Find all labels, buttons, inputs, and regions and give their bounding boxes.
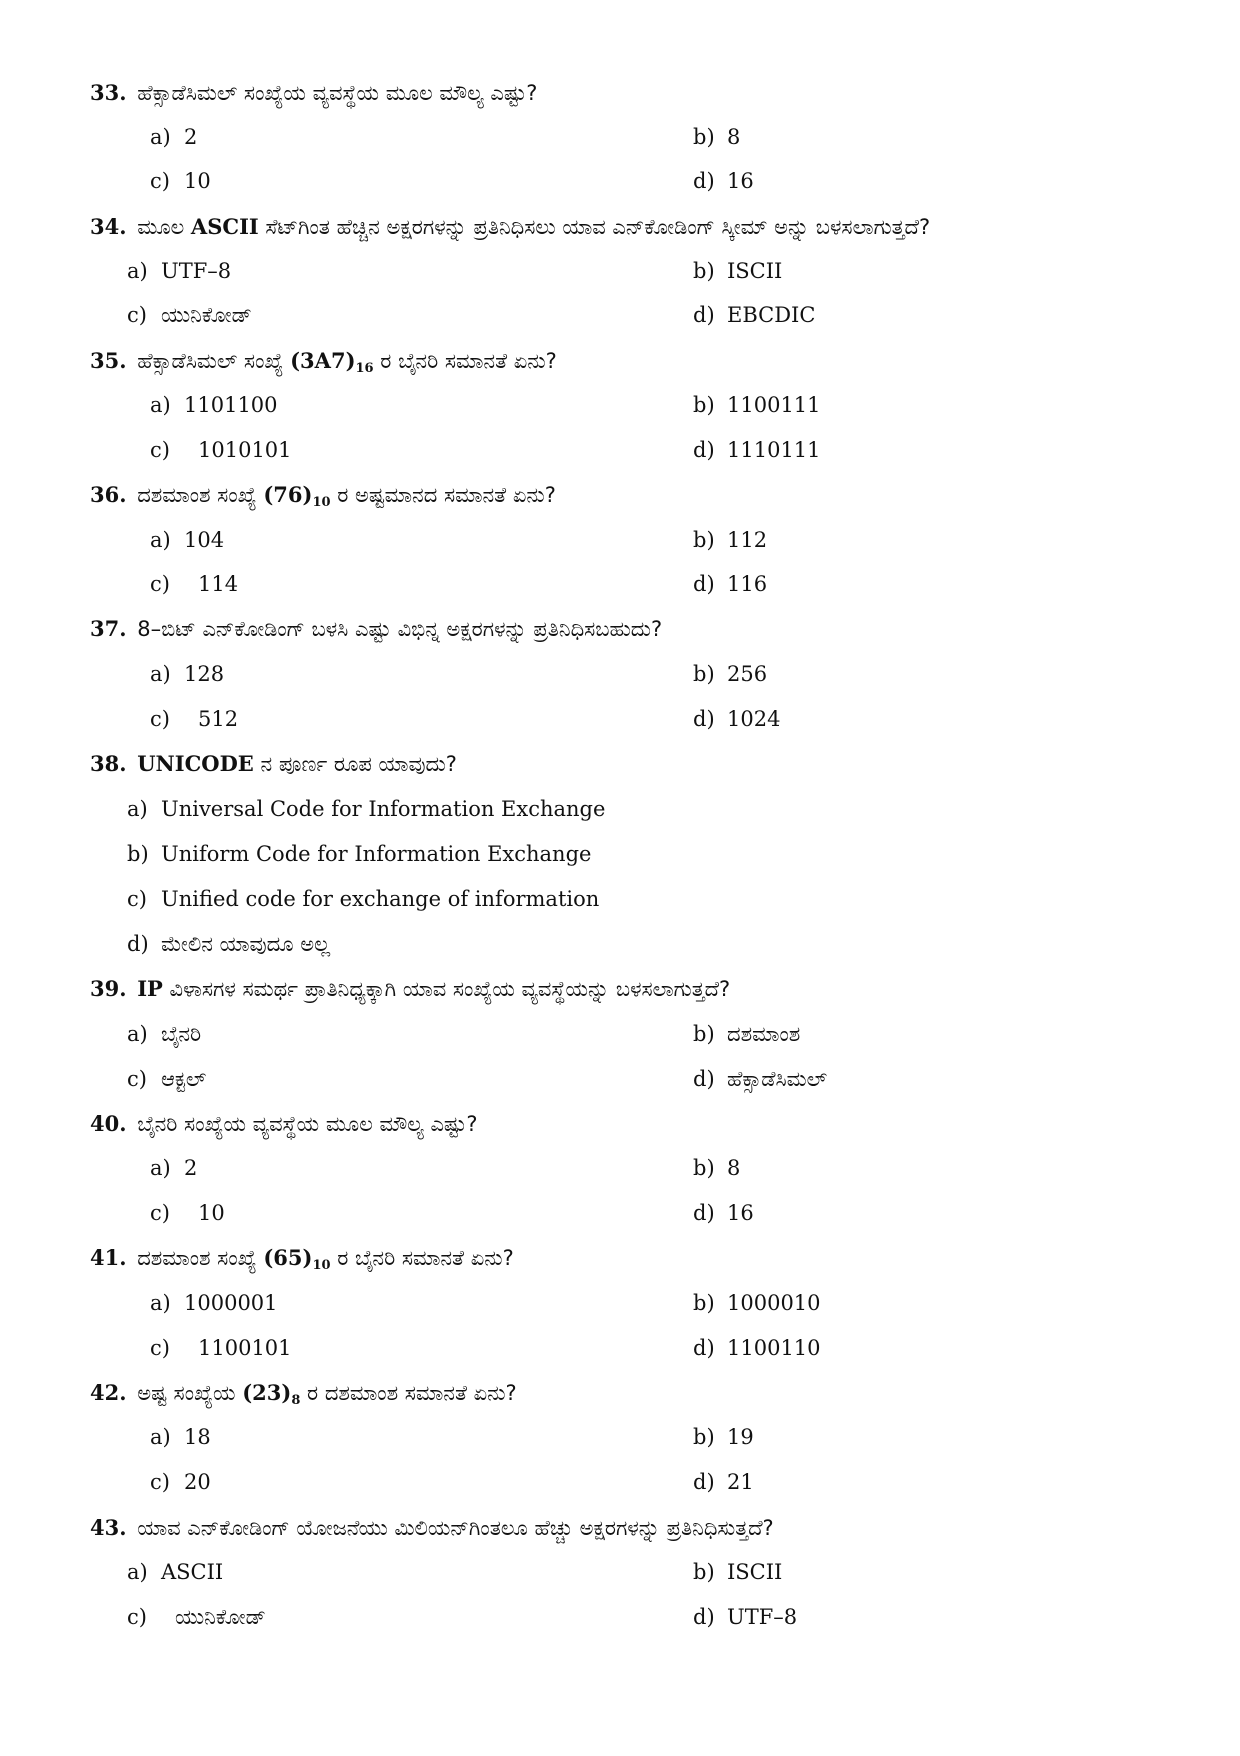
option-a[interactable] (150, 660, 224, 688)
option-text: UTF–8 (727, 1605, 798, 1629)
question-text: ಹೆಕ್ಸಾಡೆಸಿಮಲ್ ಸಂಖ್ಯೆಯ ವ್ಯವಸ್ಥೆಯ ಮೂಲ ಮೌಲ್ಯ ಎಷ್ಟು? (137, 81, 538, 105)
question-term: UNICODE (137, 751, 254, 776)
option-b[interactable] (693, 526, 767, 554)
option-label: b) (693, 528, 715, 552)
question-text: ಯಾವ ಎನ್‌ಕೋಡಿಂಗ್ ಯೋಜನೆಯು ಮಿಲಿಯನ್‌ಗಿಂತಲೂ ಹೆಚ್ಚು ಅಕ್ಷರಗಳನ್ನು ಪ್ರತಿನಿಧಿಸುತ್ತದೆ? (137, 1516, 774, 1540)
question-text-pre: ಹೆಕ್ಸಾಡೆಸಿಮಲ್ ಸಂಖ್ಯೆ (137, 349, 284, 373)
option-a[interactable] (150, 526, 224, 554)
option-a[interactable] (127, 795, 605, 823)
option-c[interactable] (150, 436, 292, 464)
question-number: 38. (90, 751, 127, 776)
option-text: 2 (184, 1156, 198, 1180)
option-b[interactable] (693, 257, 782, 285)
question-43 (90, 1514, 774, 1542)
option-label: d) (693, 1470, 715, 1494)
option-d[interactable] (693, 1468, 754, 1496)
question-number: 43. (90, 1515, 127, 1540)
option-label: c) (127, 887, 147, 911)
question-term: (23) (242, 1380, 292, 1405)
option-label: b) (127, 842, 149, 866)
option-label: b) (693, 125, 715, 149)
option-label: a) (150, 1425, 171, 1449)
option-d[interactable] (693, 570, 767, 598)
option-d[interactable] (693, 1199, 754, 1227)
question-38 (90, 750, 457, 778)
option-label: a) (127, 797, 148, 821)
option-text: 128 (184, 662, 225, 686)
question-number: 36. (90, 482, 127, 507)
option-a[interactable] (127, 1558, 223, 1586)
option-text: 8 (727, 125, 741, 149)
question-text: ಬೈನರಿ ಸಂಖ್ಯೆಯ ವ್ಯವಸ್ಥೆಯ ಮೂಲ ಮೌಲ್ಯ ಎಷ್ಟು? (137, 1112, 478, 1136)
option-label: d) (693, 303, 715, 327)
option-text: 112 (727, 528, 768, 552)
option-c[interactable] (150, 570, 238, 598)
option-c[interactable] (150, 705, 238, 733)
option-d[interactable] (693, 705, 780, 733)
base-subscript: 10 (312, 1258, 331, 1273)
question-term: ASCII (190, 214, 259, 239)
option-label: c) (150, 1201, 170, 1225)
option-label: a) (150, 1291, 171, 1315)
option-text: 19 (727, 1425, 754, 1449)
option-text: ISCII (727, 259, 783, 283)
question-text-pre: ದಶಮಾಂಶ ಸಂಖ್ಯೆ (137, 483, 257, 507)
question-36 (90, 481, 556, 517)
option-label: d) (693, 438, 715, 462)
question-text-post: ನ ಪೂರ್ಣ ರೂಪ ಯಾವುದು? (260, 752, 457, 776)
option-label: b) (693, 1425, 715, 1449)
question-number: 39. (90, 976, 127, 1001)
option-label: b) (693, 393, 715, 417)
option-text: 1100110 (727, 1336, 821, 1360)
option-c[interactable] (127, 1065, 206, 1093)
question-text-post: ರ ದಶಮಾಂಶ ಸಮಾನತೆ ಏನು? (307, 1381, 517, 1405)
option-label: a) (127, 1560, 148, 1584)
option-text: 1000001 (184, 1291, 278, 1315)
option-c[interactable] (150, 167, 211, 195)
question-number: 33. (90, 80, 127, 105)
option-label: c) (150, 572, 170, 596)
option-text: 10 (184, 169, 211, 193)
option-label: d) (693, 1336, 715, 1360)
option-d[interactable] (127, 930, 330, 958)
option-text: Unified code for exchange of information (161, 887, 600, 911)
option-b[interactable] (127, 840, 591, 868)
option-b[interactable] (693, 1558, 782, 1586)
question-text: 8–ಬಿಟ್ ಎನ್‌ಕೋಡಿಂಗ್ ಬಳಸಿ ಎಷ್ಟು ವಿಭಿನ್ನ ಅಕ್ಷರಗಳನ್ನು ಪ್ರತಿನಿಧಿಸಬಹುದು? (137, 617, 663, 641)
option-text: 116 (727, 572, 768, 596)
option-c[interactable] (150, 1199, 225, 1227)
option-label: b) (693, 1291, 715, 1315)
option-label: a) (127, 1022, 148, 1046)
option-text: 21 (727, 1470, 754, 1494)
option-text: ISCII (727, 1560, 783, 1584)
question-text-post: ವಿಳಾಸಗಳ ಸಮರ್ಥ ಪ್ರಾತಿನಿಧ್ಯಕ್ಕಾಗಿ ಯಾವ ಸಂಖ್ಯೆಯ ವ್ಯವಸ್ಥೆಯನ್ನು ಬಳಸಲಾಗುತ್ತದೆ? (169, 977, 731, 1001)
base-subscript: 10 (312, 495, 331, 510)
question-text-post: ಸೆಟ್‌ಗಿಂತ ಹೆಚ್ಚಿನ ಅಕ್ಷರಗಳನ್ನು ಪ್ರತಿನಿಧಿಸಲು ಯಾವ ಎನ್‌ಕೋಡಿಂಗ್ ಸ್ಕೀಮ್ ಅನ್ನು ಬಳಸಲಾಗುತ್ತದೆ? (265, 215, 931, 239)
option-label: c) (127, 1067, 147, 1091)
option-label: d) (127, 932, 149, 956)
option-label: d) (693, 169, 715, 193)
question-text-post: ರ ಬೈನರಿ ಸಮಾನತೆ ಏನು? (380, 349, 557, 373)
option-b[interactable] (693, 123, 740, 151)
question-number: 42. (90, 1380, 127, 1405)
option-text: EBCDIC (727, 303, 816, 327)
option-label: b) (693, 259, 715, 283)
option-text: ಯುನಿಕೋಡ್ (175, 1605, 266, 1629)
option-text: 16 (727, 169, 754, 193)
option-c[interactable] (127, 1603, 266, 1631)
option-a[interactable] (127, 1020, 201, 1048)
question-33 (90, 79, 537, 107)
base-subscript: 16 (355, 361, 374, 376)
option-text: 1101100 (184, 393, 278, 417)
option-c[interactable] (127, 885, 599, 913)
question-term: (3A7) (290, 348, 356, 373)
option-label: a) (150, 528, 171, 552)
option-text: 1110111 (727, 438, 821, 462)
option-text: 20 (184, 1470, 211, 1494)
option-text: 16 (727, 1201, 754, 1225)
option-text: 18 (184, 1425, 211, 1449)
option-b[interactable] (693, 1154, 740, 1182)
question-number: 37. (90, 616, 127, 641)
option-c[interactable] (150, 1334, 292, 1362)
option-c[interactable] (127, 301, 252, 329)
option-b[interactable] (693, 391, 821, 419)
option-a[interactable] (150, 1154, 197, 1182)
option-b[interactable] (693, 1020, 800, 1048)
option-a[interactable] (127, 257, 231, 285)
option-text: 114 (198, 572, 239, 596)
option-label: d) (693, 1067, 715, 1091)
option-label: c) (127, 1605, 147, 1629)
question-35 (90, 347, 557, 383)
option-label: c) (150, 169, 170, 193)
option-label: a) (150, 662, 171, 686)
option-text: Universal Code for Information Exchange (161, 797, 606, 821)
option-text: 2 (184, 125, 198, 149)
option-text: Uniform Code for Information Exchange (161, 842, 592, 866)
option-text: 1000010 (727, 1291, 821, 1315)
option-label: c) (150, 707, 170, 731)
option-text: ದಶಮಾಂಶ (727, 1022, 801, 1046)
question-text-post: ರ ಅಷ್ಟಮಾನದ ಸಮಾನತೆ ಏನು? (337, 483, 556, 507)
question-40 (90, 1110, 478, 1138)
option-d[interactable] (693, 301, 815, 329)
question-42 (90, 1379, 517, 1415)
option-label: a) (150, 1156, 171, 1180)
option-a[interactable] (150, 391, 278, 419)
option-label: b) (693, 662, 715, 686)
option-label: c) (150, 1336, 170, 1360)
question-text-post: ರ ಬೈನರಿ ಸಮಾನತೆ ಏನು? (337, 1246, 514, 1270)
option-text: 104 (184, 528, 225, 552)
option-label: b) (693, 1022, 715, 1046)
option-label: b) (693, 1156, 715, 1180)
option-b[interactable] (693, 1289, 821, 1317)
option-label: d) (693, 572, 715, 596)
option-b[interactable] (693, 660, 767, 688)
question-number: 40. (90, 1111, 127, 1136)
question-text-pre: ಅಷ್ಟ ಸಂಖ್ಯೆಯ (137, 1381, 236, 1405)
option-d[interactable] (693, 1334, 821, 1362)
question-number: 41. (90, 1245, 127, 1270)
question-text-pre: ಮೂಲ (137, 215, 185, 239)
option-text: 1024 (727, 707, 781, 731)
option-a[interactable] (150, 1289, 278, 1317)
option-c[interactable] (150, 1468, 211, 1496)
question-number: 35. (90, 348, 127, 373)
option-a[interactable] (150, 1423, 211, 1451)
question-41 (90, 1244, 514, 1280)
option-label: b) (693, 1560, 715, 1584)
option-text: 512 (198, 707, 239, 731)
option-text: 256 (727, 662, 768, 686)
option-label: d) (693, 1605, 715, 1629)
option-text: 1010101 (198, 438, 292, 462)
option-b[interactable] (693, 1423, 754, 1451)
question-text-pre: ದಶಮಾಂಶ ಸಂಖ್ಯೆ (137, 1246, 257, 1270)
question-number: 34. (90, 214, 127, 239)
question-term: (76) (263, 482, 313, 507)
option-text: 1100111 (727, 393, 821, 417)
option-label: d) (693, 707, 715, 731)
option-label: c) (150, 1470, 170, 1494)
question-39 (90, 975, 730, 1003)
option-text: ಮೇಲಿನ ಯಾವುದೂ ಅಲ್ಲ (161, 932, 331, 956)
option-text: 8 (727, 1156, 741, 1180)
option-label: c) (150, 438, 170, 462)
base-subscript: 8 (291, 1393, 301, 1408)
question-term: IP (137, 976, 163, 1001)
option-text: ಯುನಿಕೋಡ್ (161, 303, 252, 327)
option-text: 1100101 (198, 1336, 292, 1360)
option-d[interactable] (693, 1603, 797, 1631)
option-text: ಹೆಕ್ಸಾಡೆಸಿಮಲ್ (727, 1067, 828, 1091)
question-37 (90, 615, 662, 643)
option-label: a) (150, 393, 171, 417)
option-label: c) (127, 303, 147, 327)
question-34 (90, 213, 930, 241)
question-term: (65) (263, 1245, 313, 1270)
option-d[interactable] (693, 167, 754, 195)
option-text: UTF–8 (161, 259, 232, 283)
option-text: ಆಕ್ಟಲ್ (161, 1067, 207, 1091)
option-d[interactable] (693, 436, 821, 464)
option-text: ಬೈನರಿ (161, 1022, 202, 1046)
option-text: ASCII (161, 1560, 224, 1584)
option-a[interactable] (150, 123, 197, 151)
option-text: 10 (198, 1201, 225, 1225)
option-d[interactable] (693, 1065, 827, 1093)
option-label: d) (693, 1201, 715, 1225)
option-label: a) (127, 259, 148, 283)
option-label: a) (150, 125, 171, 149)
